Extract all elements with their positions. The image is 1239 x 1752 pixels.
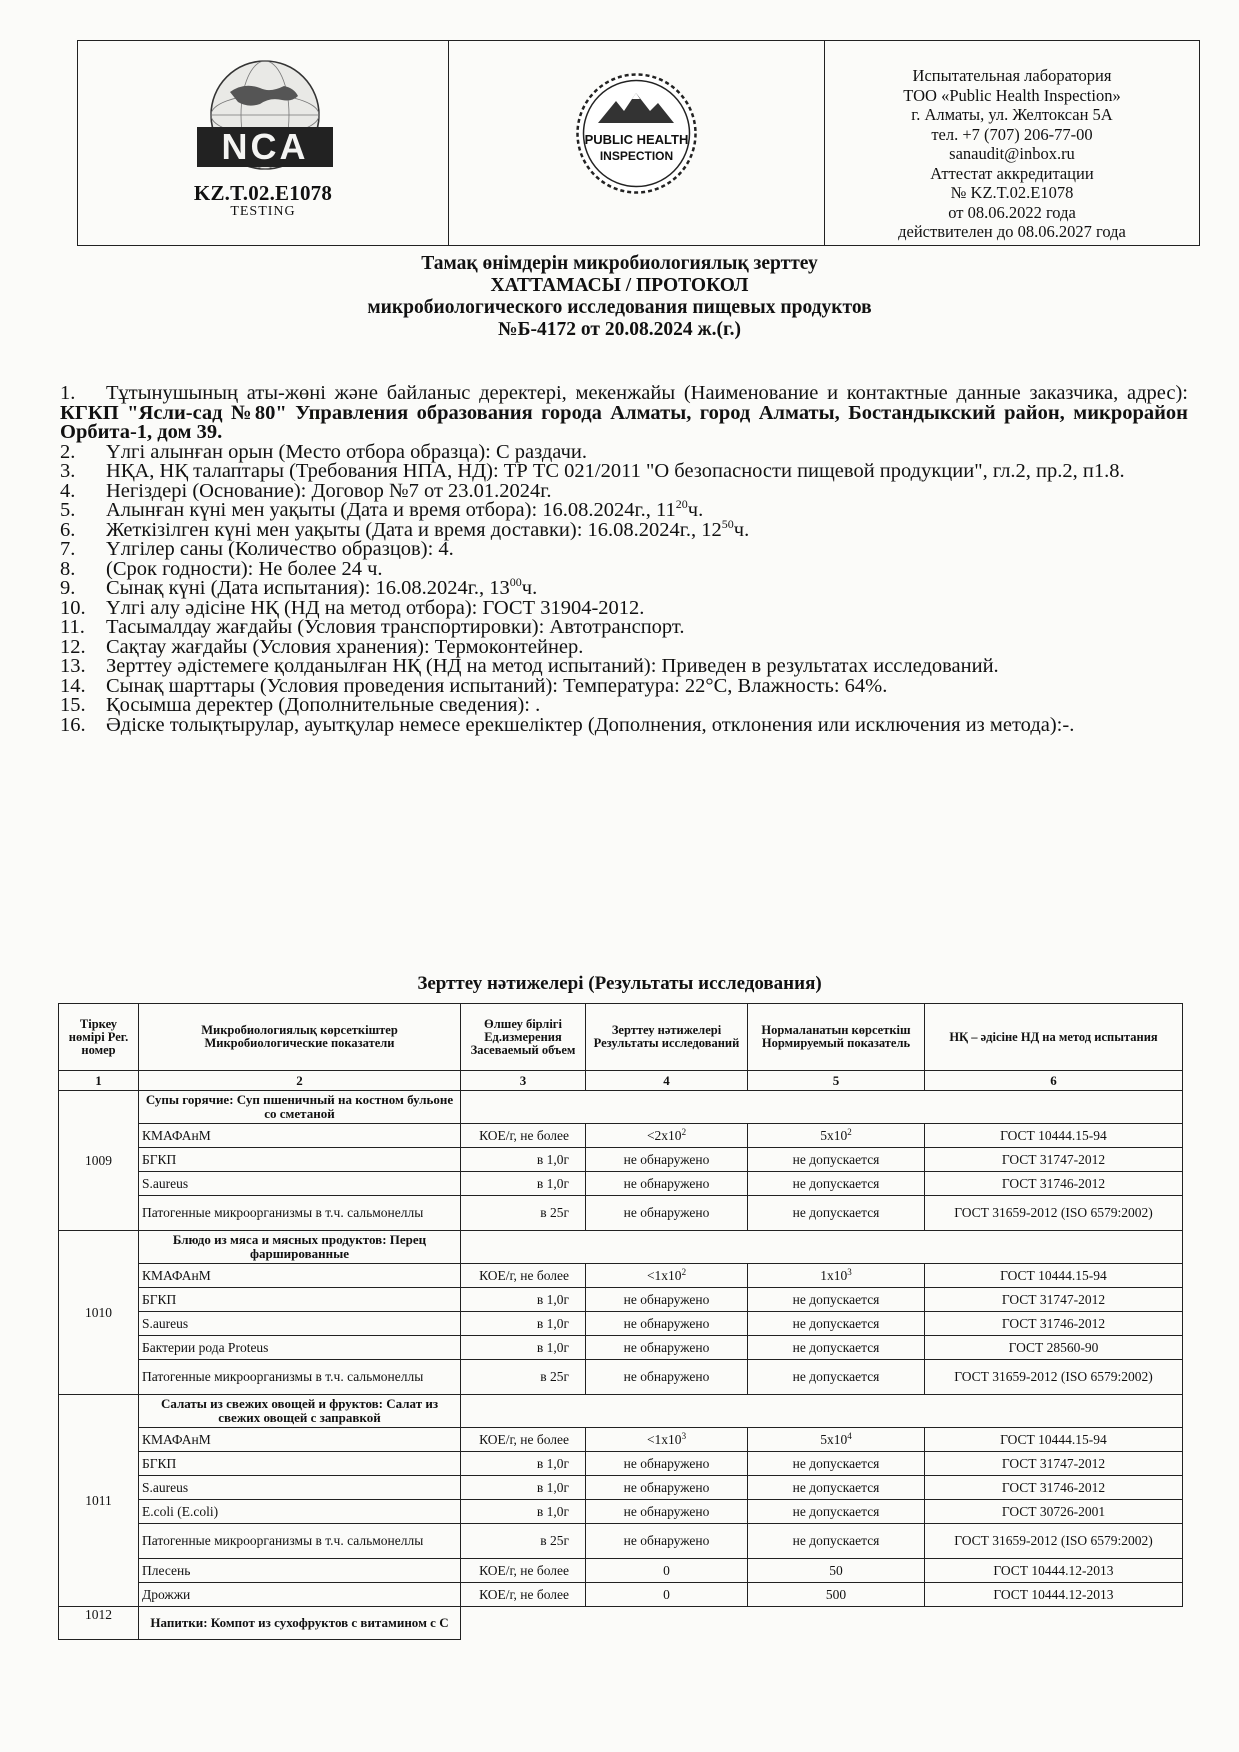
table-row: КМАФАнМ КОЕ/г, не более $<1x10^2$ $1x10^3$ ГОСТ 10444.15-94 xyxy=(59,1264,1183,1288)
table-header-row xyxy=(59,1004,1183,1071)
ph-logo-line2: INSPECTION xyxy=(599,149,674,163)
ph-logo-line1: PUBLIC HEALTH xyxy=(584,132,689,147)
header-box xyxy=(77,40,1200,246)
lab-line: Испытательная лаборатория xyxy=(912,66,1112,85)
list-item: 9. Сынақ күні (Дата испытания): 16.08.2024г., $13^{00}ч$. xyxy=(60,575,538,599)
lab-email: sanaudit@inbox.ru xyxy=(949,144,1075,163)
protocol-number: №Б-4172 от 20.08.2024 ж.(г.) xyxy=(498,319,741,340)
table-row: Патогенные микроорганизмы в т.ч. сальмонеллы в 25г не обнаружено не допускается ГОСТ 31659-2012 (ISO 6579:2002) xyxy=(59,1524,1183,1559)
sample-group-row xyxy=(59,1091,1183,1124)
list-item: 7. Үлгілер саны (Количество образцов): 4. xyxy=(60,538,454,560)
ph-logo-cell xyxy=(449,41,825,245)
reg-number: 1011 xyxy=(59,1395,139,1607)
col-header-indicator: Микробиологиялық көрсеткіштер Микробиологические показатели xyxy=(139,1004,461,1071)
lab-line: № KZ.T.02.E1078 xyxy=(950,183,1074,202)
lab-line: действителен до 08.06.2027 года xyxy=(898,222,1126,241)
table-row: S.aureus в 1,0г не обнаружено не допускается ГОСТ 31746-2012 xyxy=(59,1172,1183,1196)
nca-logo xyxy=(190,57,340,182)
sample-name: Блюдо из мяса и мясных продуктов: Перец фаршированные xyxy=(139,1231,461,1264)
sample-name: Салаты из свежих овощей и фруктов: Салат из свежих овощей с заправкой xyxy=(139,1395,461,1428)
title-line-protocol: ХАТТАМАСЫ / ПРОТОКОЛ xyxy=(490,275,749,296)
accreditation-code: KZ.T.02.E1078 xyxy=(193,181,333,205)
col-header-result: Зерттеу нәтижелері Результаты исследований xyxy=(586,1004,748,1071)
col-header-reg: Тіркеу нөмірі Рег. номер xyxy=(59,1004,139,1071)
lab-line: тел. +7 (707) 206-77-00 xyxy=(931,124,1093,144)
list-item: 13. Зерттеу әдістемеге қолданылған НҚ (НД на метод испытаний): Приведен в результатах исследований. xyxy=(60,655,999,677)
document-title xyxy=(0,253,1239,341)
list-item: 8. (Срок годности): Не более 24 ч. xyxy=(60,557,383,580)
sample-group-row xyxy=(59,1395,1183,1428)
reg-number: 1009 xyxy=(59,1091,139,1231)
list-item: 1. Тұтынушының аты-жөні және байланыс деректері, мекенжайы (Наименование и контактные данные заказчика, адрес): КГКП "Ясли-сад №80" Управления образования города Алматы, город Алматы, Бостандыкский район, микрорайон Орбита-1, дом 39. xyxy=(60,382,1188,443)
col-header-norm: Нормаланатын көрсеткіш Нормируемый показатель xyxy=(748,1004,925,1071)
list-item: 2. Үлгі алынған орын (Место отбора образца): С раздачи. xyxy=(60,440,587,463)
lab-info-cell xyxy=(825,41,1199,245)
lab-line: г. Алматы, ул. Желтоксан 5А xyxy=(911,105,1113,124)
col-header-method: НҚ – әдісіне НД на метод испытания xyxy=(925,1004,1183,1071)
table-row: КМАФАнМ КОЕ/г, не более $<2x10^2$ $5x10^2$ ГОСТ 10444.15-94 xyxy=(59,1124,1183,1148)
table-row: S.aureus в 1,0г не обнаружено не допускается ГОСТ 31746-2012 xyxy=(59,1476,1183,1500)
table-row: S.aureus в 1,0г не обнаружено не допускается ГОСТ 31746-2012 xyxy=(59,1312,1183,1336)
testing-label: TESTING xyxy=(230,204,296,219)
protocol-items xyxy=(60,384,1188,735)
sample-name: Напитки: Компот из сухофруктов с витамином с С xyxy=(139,1607,461,1640)
table-row: Дрожжи КОЕ/г, не более 0 500 ГОСТ 10444.12-2013 xyxy=(59,1583,1183,1607)
nca-logo-text: NCA xyxy=(221,126,309,167)
results-table xyxy=(58,1003,1183,1640)
table-row: Бактерии рода Proteus в 1,0г не обнаружено не допускается ГОСТ 28560-90 xyxy=(59,1336,1183,1360)
results-heading: Зерттеу нәтижелері (Результаты исследования) xyxy=(417,973,822,994)
list-item: 10. Үлгі алу әдісіне НҚ (НД на метод отбора): ГОСТ 31904-2012. xyxy=(60,596,645,619)
table-row: Плесень КОЕ/г, не более 0 50 ГОСТ 10444.12-2013 xyxy=(59,1559,1183,1583)
list-item: 3. НҚА, НҚ талаптары (Требования НПА, НД): ТР ТС 021/2011 "О безопасности пищевой продукции", гл.2, пр.2, п1.8. xyxy=(60,460,1125,482)
reg-number: 1012 xyxy=(59,1607,139,1640)
reg-number: 1010 xyxy=(59,1231,139,1395)
customer-name: КГКП "Ясли-сад №80" Управления образования города Алматы, город Алматы, Бостандыкский район, микрорайон Орбита-1, дом 39. xyxy=(60,401,1188,443)
column-number-row: 1 2 3 4 5 6 xyxy=(59,1071,1183,1091)
col-header-unit: Өлшеу бірлігі Ед.измерения Засеваемый объем xyxy=(461,1004,586,1071)
table-row: КМАФАнМ КОЕ/г, не более $<1x10^3$ $5x10^4$ ГОСТ 10444.15-94 xyxy=(59,1428,1183,1452)
public-health-inspection-logo xyxy=(574,71,699,196)
title-line-kz: Тамақ өнімдерін микробиологиялық зерттеу xyxy=(421,253,818,274)
table-row: БГКП в 1,0г не обнаружено не допускается ГОСТ 31747-2012 xyxy=(59,1452,1183,1476)
lab-line: Аттестат аккредитации xyxy=(930,163,1094,183)
list-item: 16. Әдіске толықтырулар, ауытқулар немесе ерекшеліктер (Дополнения, отклонения или исключения из метода):-. xyxy=(60,713,1075,736)
table-row: БГКП в 1,0г не обнаружено не допускается ГОСТ 31747-2012 xyxy=(59,1148,1183,1172)
table-row: E.coli (E.coli) в 1,0г не обнаружено не допускается ГОСТ 30726-2001 xyxy=(59,1500,1183,1524)
table-row: Патогенные микроорганизмы в т.ч. сальмонеллы в 25г не обнаружено не допускается ГОСТ 31659-2012 (ISO 6579:2002) xyxy=(59,1360,1183,1395)
sample-group-row xyxy=(59,1607,1183,1640)
lab-line: от 08.06.2022 года xyxy=(948,202,1076,222)
list-item: 14. Сынақ шарттары (Условия проведения испытаний): Температура: 22°С, Влажность: 64%. xyxy=(60,674,888,697)
sample-name: Супы горячие: Суп пшеничный на костном бульоне со сметаной xyxy=(139,1091,461,1124)
list-item: 12. Сақтау жағдайы (Условия хранения): Термоконтейнер. xyxy=(60,635,584,658)
sample-group-row xyxy=(59,1231,1183,1264)
title-line-ru: микробиологического исследования пищевых продуктов xyxy=(367,297,872,318)
list-item: 4. Негіздері (Основание): Договор №7 от 23.01.2024г. xyxy=(60,479,552,502)
table-row: Патогенные микроорганизмы в т.ч. сальмонеллы в 25г не обнаружено не допускается ГОСТ 31659-2012 (ISO 6579:2002) xyxy=(59,1196,1183,1231)
list-item: 5. Алынған күні мен уақыты (Дата и время отбора): 16.08.2024г., $11^{20}ч$. xyxy=(60,497,704,521)
lab-line: ТОО «Public Health Inspection» xyxy=(903,85,1121,105)
list-item: 6. Жеткізілген күні мен уақыты (Дата и время доставки): 16.08.2024г., $12^{50}ч$. xyxy=(60,516,750,541)
nca-cell xyxy=(78,41,449,245)
list-item: 11. Тасымалдау жағдайы (Условия транспортировки): Автотранспорт. xyxy=(60,616,685,638)
table-row: БГКП в 1,0г не обнаружено не допускается ГОСТ 31747-2012 xyxy=(59,1288,1183,1312)
list-item: 15. Қосымша деректер (Дополнительные сведения): . xyxy=(60,694,541,716)
